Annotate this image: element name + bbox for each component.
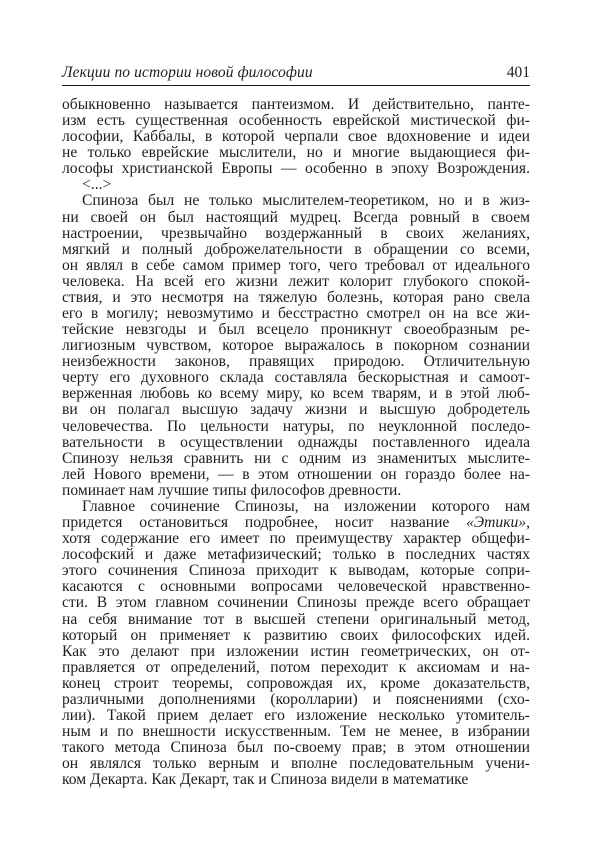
text-line: настроении, чрезвычайно воздержанный в своих желаниях, <box>62 224 530 242</box>
text-line: сти. В этом главном сочинении Спинозы прежде всего обращает <box>62 594 530 612</box>
text-line: Главное сочинение Спинозы, на изложении которого нам <box>82 497 530 515</box>
text-line: на себя внимание тот в высшей степени оригинальный метод, <box>62 610 530 628</box>
text-line: лей Нового времени, — в этом отношении он гораздо более на- <box>62 465 530 483</box>
text-line: лии). Такой прием делает его изложение несколько утомитель- <box>62 706 530 724</box>
text-line: человека. На всей его жизни лежит колорит глубокого спокой- <box>62 272 530 290</box>
paragraph-ethics <box>62 499 530 788</box>
book-title-ethics: «Этики» <box>466 514 527 532</box>
omission-marker <box>62 177 530 193</box>
running-head-title: Лекции по истории новой философии <box>62 64 313 81</box>
text-line: неизбежности законов, правящих природою. Отличительную <box>62 353 530 371</box>
text-line: тейские невзгоды и был всецело проникнут своеобразным ре- <box>62 321 530 339</box>
text-line: который он применяет к развитию своих философских идей. <box>62 626 530 644</box>
body-text <box>62 97 530 788</box>
text-line: Как это делают при изложении истин геометрических, он от- <box>62 642 530 660</box>
running-head <box>62 65 530 86</box>
page-number: 401 <box>506 64 530 81</box>
text-line: ствия, и это несмотря на тяжелую болезнь, которая рано свела <box>62 288 530 306</box>
text-line: вательности в осуществлении однажды поставленного идеала <box>62 433 530 451</box>
text-line: такого метода Спиноза был по-своему прав; в этом отношении <box>62 739 530 757</box>
paragraph-spinoza-life <box>62 193 530 498</box>
text-line <box>62 515 530 531</box>
punctuation: , <box>526 514 530 532</box>
text-line: лософский и даже метафизический; только в последних частях <box>62 546 530 564</box>
text-line: касаются с основными вопросами человеческой нравственно- <box>62 578 530 596</box>
text-line: ви он полагал высшую задачу жизни и высшую добродетель <box>62 401 530 419</box>
text-line: человечества. По цельности натуры, по неуклонной последо- <box>62 417 530 435</box>
text-line: Спинозу нельзя сравнить ни с одним из знаменитых мыслите- <box>62 449 530 467</box>
text-line: этого сочинения Спиноза приходит к выводам, которые сопри- <box>62 562 530 580</box>
text-line: конец строит теоремы, сопровождая их, кроме доказательств, <box>62 674 530 692</box>
text-line: ни своей он был настоящий мудрец. Всегда ровный в своем <box>62 208 530 226</box>
text-line: изм есть существенная особенность еврейской мистической фи- <box>62 112 530 130</box>
text-line: лигиозным чувством, которое выражалось в покорном сознании <box>62 337 530 355</box>
text-line: ком Декарта. Как Декарт, так и Спиноза видели в математике <box>62 771 469 789</box>
text-line: поминает нам лучшие типы философов древности. <box>62 481 402 499</box>
text-line: мягкий и полный доброжелательности в обращении со всеми, <box>62 240 530 258</box>
text-line: не только еврейские мыслители, но и многие выдающиеся фи- <box>62 144 530 162</box>
ellipsis-text: <...> <box>82 176 112 194</box>
text-line: его в могилу; невозмутимо и бесстрастно смотрел он на все жи- <box>62 305 530 323</box>
paragraph-continuation <box>62 97 530 177</box>
text-line: Спиноза был не только мыслителем-теоретиком, но и в жиз- <box>82 192 530 210</box>
text-line: правляется от определений, потом переходит к аксиомам и на- <box>62 658 530 676</box>
text-line: хотя содержание его имеет по преимуществу характер общефи- <box>62 530 530 548</box>
text-line: он являл в себе самом пример того, чего требовал от идеального <box>62 256 530 274</box>
text-line: лософии, Каббалы, в которой черпали свое вдохновение и идеи <box>62 128 530 146</box>
text-line: верженная любовь ко всему миру, ко всем тварям, и в этой люб- <box>62 385 530 403</box>
text-line: лософы христианской Европы — особенно в эпоху Возрождения. <box>62 160 530 178</box>
text-line: черту его духовного склада составляла бескорыстная и самоот- <box>62 369 530 387</box>
text-line: ным и по внешности искусственным. Тем не менее, в избрании <box>62 723 530 741</box>
text-line: обыкновенно называется пантеизмом. И действительно, панте- <box>62 96 530 113</box>
text-line: различными дополнениями (королларии) и пояснениями (схо- <box>62 690 530 708</box>
text-line: он являлся только верным и вполне последовательным учени- <box>62 755 530 773</box>
text-fragment: придется остановиться подробнее, носит название <box>62 514 467 532</box>
